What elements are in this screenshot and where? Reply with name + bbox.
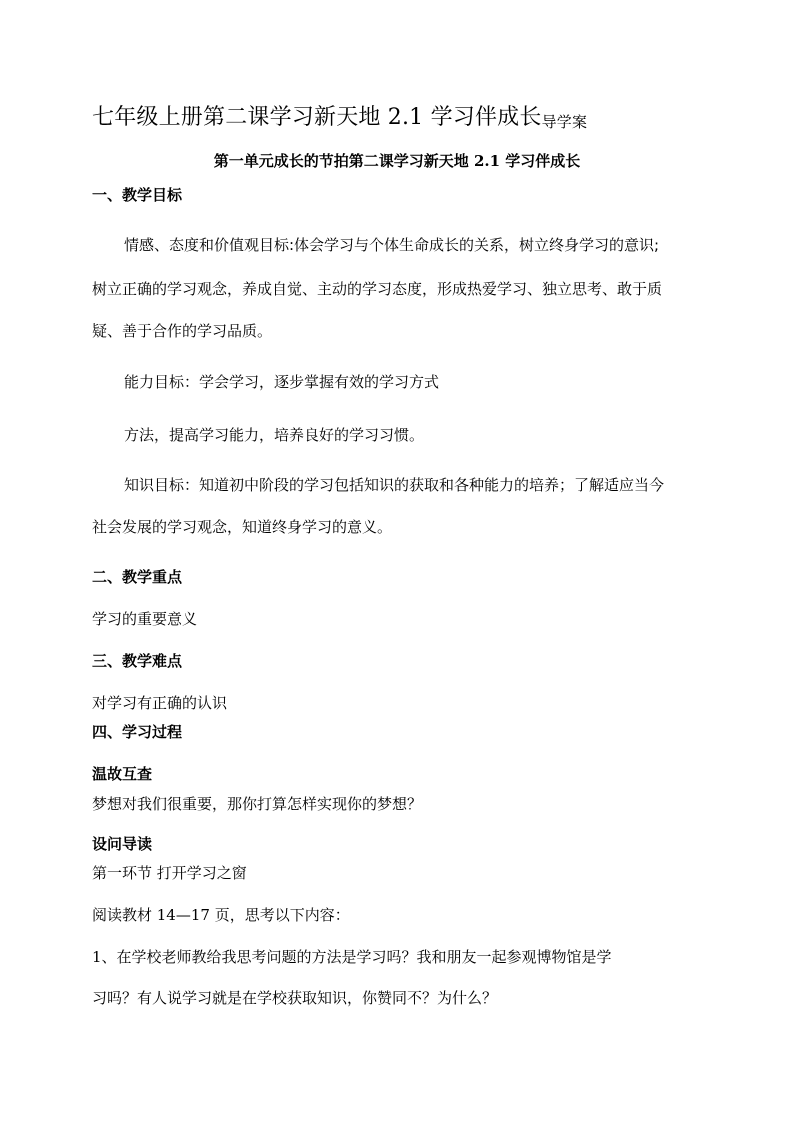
review-heading: 温故互查: [92, 765, 153, 783]
knowledge-objective-line: 社会发展的学习观念，知道终身学习的意义。: [92, 518, 393, 536]
section-heading-key-points: 二、教学重点: [92, 568, 183, 586]
section-heading-process: 四、学习过程: [92, 723, 183, 741]
question-one-line: 1、在学校老师教给我思考问题的方法是学习吗？我和朋友一起参观博物馆是学: [92, 948, 612, 966]
reading-instruction: 阅读教材 14—17 页，思考以下内容：: [92, 906, 350, 924]
title-suffix: 导学案: [541, 113, 588, 131]
objectives-paragraph-line: 树立正确的学习观念，养成自觉、主动的学习态度，形成热爱学习、独立思考、敢于质: [92, 280, 663, 298]
objectives-paragraph-line: 情感、态度和价值观目标:体会学习与个体生命成长的关系，树立终身学习的意识;: [124, 236, 660, 254]
method-objective: 方法，提高学习能力，培养良好的学习习惯。: [124, 426, 425, 444]
step-one-title: 第一环节 打开学习之窗: [92, 864, 247, 882]
review-text: 梦想对我们很重要，那你打算怎样实现你的梦想？: [92, 795, 423, 813]
knowledge-objective-line: 知识目标：知道初中阶段的学习包括知识的获取和各种能力的培养；了解适应当今: [124, 476, 665, 494]
guide-heading: 设问导读: [92, 835, 153, 853]
key-points-text: 学习的重要意义: [92, 610, 198, 628]
document-title: [92, 100, 587, 132]
objectives-paragraph-line: 疑、善于合作的学习品质。: [92, 322, 273, 340]
question-one-line: 习吗？有人说学习就是在学校获取知识，你赞同不？为什么？: [92, 989, 498, 1007]
difficulties-text: 对学习有正确的认识: [92, 694, 228, 712]
ability-objective: 能力目标：学会学习，逐步掌握有效的学习方式: [124, 373, 440, 391]
title-main: 七年级上册第二课学习新天地 2.1 学习伴成长: [92, 105, 542, 130]
document-subtitle: 第一单元成长的节拍第二课学习新天地 2.1 学习伴成长: [213, 152, 581, 170]
section-heading-objectives: 一、教学目标: [92, 186, 183, 204]
section-heading-difficulties: 三、教学难点: [92, 652, 183, 670]
